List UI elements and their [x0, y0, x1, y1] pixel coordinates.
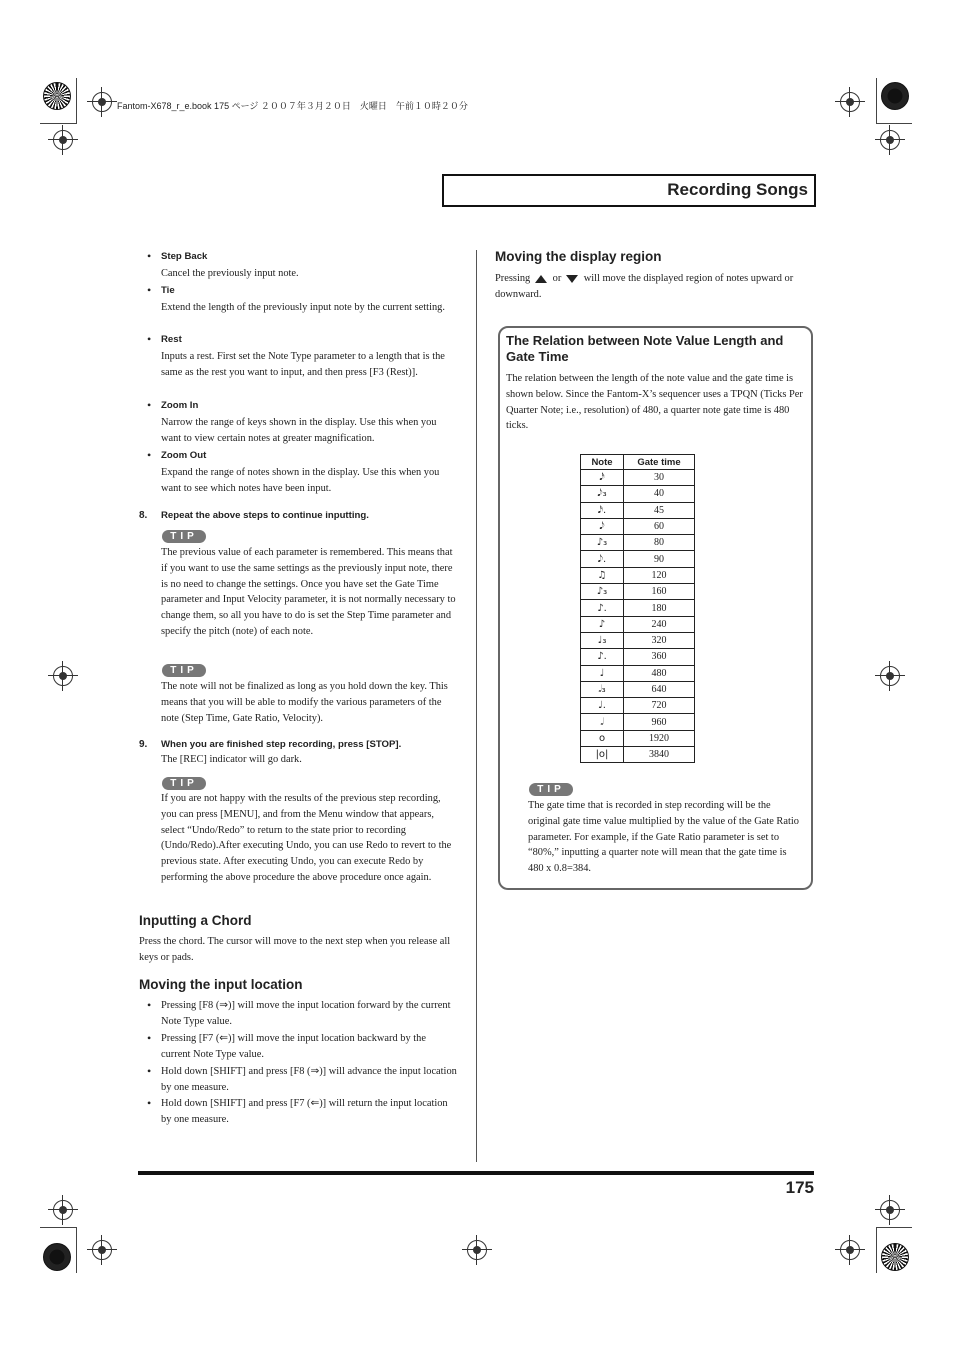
crosshair-mark: [880, 130, 900, 150]
gate-value: 360: [624, 649, 695, 665]
chord-text: Press the chord. The cursor will move to the next step when you release all keys or pads.: [139, 936, 451, 963]
bullet-dot: •: [147, 332, 152, 346]
note-symbol: ♪₃: [581, 584, 624, 600]
bullet-dot: •: [147, 1064, 152, 1078]
crosshair-mark: [840, 92, 860, 112]
chord-heading: Inputting a Chord: [139, 913, 252, 928]
table-row: [581, 730, 695, 746]
item-label: Zoom In: [161, 400, 199, 411]
gate-value: 960: [624, 714, 695, 730]
down-arrow-icon: [566, 275, 578, 283]
table-row: [581, 502, 695, 518]
registration-disc-top-right: [881, 82, 909, 110]
note-symbol: ♩₃: [581, 632, 624, 648]
note-symbol: 𝅘𝅥𝅯: [581, 470, 624, 486]
note-symbol: o: [581, 730, 624, 746]
gate-value: 90: [624, 551, 695, 567]
bullet-dot: •: [147, 1031, 152, 1045]
display-text-pre: Pressing: [495, 273, 531, 284]
file-info-header: Fantom-X678_r_e.book 175 ページ ２００７年３月２０日 火曜日 午前１０時２０分: [117, 101, 468, 111]
crop-line: [40, 1227, 76, 1228]
gate-value: 720: [624, 698, 695, 714]
table-header-row: [581, 455, 695, 470]
tip-text: The note will not be finalized as long as you hold down the key. This means that you will be able to modify the various parameters of the note (Step Time, Gate Ratio, Velocity).: [161, 681, 448, 724]
note-symbol: 𝅗𝅥₃: [581, 681, 624, 697]
move-item: Pressing [F8 (⇒)] will move the input location forward by the current Note Type value.: [161, 1000, 451, 1027]
tip-badge: TIP: [162, 530, 206, 543]
tip-text: The gate time that is recorded in step recording will be the original gate time value multiplied by the value of the Gate Ratio parameter. For example, if the Gate Ratio parameter is set to “80%,” inputting a quarter note will mean that the gate time is 480 x 0.8=384.: [528, 800, 799, 875]
item-text: Cancel the previously input note.: [161, 268, 299, 279]
tip-badge: TIP: [529, 783, 573, 796]
display-text-post: will move the displayed region of notes upward or downward.: [495, 273, 794, 300]
note-symbol: 𝅘𝅥𝅮: [581, 518, 624, 534]
move-item: Hold down [SHIFT] and press [F7 (⇐)] will return the input location by one measure.: [161, 1098, 448, 1125]
tip-text: If you are not happy with the results of the previous step recording, you can press [MENU], and from the Menu window that appears, select “Undo/Redo” to return to the state prior to recording (Undo/Redo).After executing Undo, you can use Redo to revert to the previous state. After executing Undo, you can execute Redo by performing the above procedure the above procedure once again.: [161, 793, 452, 883]
gate-value: 480: [624, 665, 695, 681]
note-symbol: 𝅘𝅥𝅮₃: [581, 486, 624, 502]
bullet-dot: •: [147, 249, 152, 263]
display-heading: Moving the display region: [495, 249, 662, 264]
table-row: [581, 616, 695, 632]
table-row: [581, 665, 695, 681]
item-label: Rest: [161, 334, 182, 345]
gate-value: 120: [624, 567, 695, 583]
note-symbol: 𝅘𝅥𝅮.: [581, 551, 624, 567]
note-symbol: ♫: [581, 567, 624, 583]
table-row: [581, 747, 695, 763]
gate-value: 3840: [624, 747, 695, 763]
gate-value: 45: [624, 502, 695, 518]
move-item: Hold down [SHIFT] and press [F8 (⇒)] will advance the input location by one measure.: [161, 1066, 457, 1093]
step-number: 8.: [139, 510, 148, 521]
registration-disc-bottom-left: [43, 1243, 71, 1271]
crop-line: [876, 1227, 877, 1273]
bullet-dot: •: [147, 398, 152, 412]
item-text: Extend the length of the previously input note by the current setting.: [161, 302, 445, 313]
bullet-dot: •: [147, 448, 152, 462]
note-symbol: 𝅗𝅥: [581, 714, 624, 730]
note-symbol: ♩.: [581, 698, 624, 714]
note-symbol: ♪₃: [581, 535, 624, 551]
table-row: [581, 518, 695, 534]
table-row: [581, 698, 695, 714]
crosshair-mark: [92, 92, 112, 112]
item-text: Narrow the range of keys shown in the display. Use this when you want to view certain notes at greater magnification.: [161, 417, 437, 444]
crosshair-mark: [53, 666, 73, 686]
move-item: Pressing [F7 (⇐)] will move the input location backward by the current Note Type value.: [161, 1033, 426, 1060]
note-symbol: 𝅘𝅥𝅯.: [581, 502, 624, 518]
note-symbol: ♪.: [581, 649, 624, 665]
footer-rule: [138, 1171, 814, 1175]
registration-sunburst-top-left: [43, 82, 71, 110]
step-text: Repeat the above steps to continue inputting.: [161, 510, 369, 521]
gate-value: 320: [624, 632, 695, 648]
table-row: [581, 551, 695, 567]
move-heading: Moving the input location: [139, 977, 303, 992]
table-row: [581, 632, 695, 648]
bullet-dot: •: [147, 283, 152, 297]
tip-badge: TIP: [162, 777, 206, 790]
gate-value: 160: [624, 584, 695, 600]
bullet-dot: •: [147, 1096, 152, 1110]
crosshair-mark: [467, 1240, 487, 1260]
display-text: [495, 271, 795, 303]
table-header-gate-time: Gate time: [624, 455, 695, 470]
table-row: [581, 470, 695, 486]
crosshair-mark: [880, 666, 900, 686]
crop-line: [876, 1227, 912, 1228]
table-row: [581, 714, 695, 730]
table-header-note: Note: [581, 455, 624, 470]
gate-value: 60: [624, 518, 695, 534]
item-text: Expand the range of notes shown in the display. Use this when you want to see which notes have been input.: [161, 467, 440, 494]
item-label: Zoom Out: [161, 450, 207, 461]
table-row: [581, 584, 695, 600]
box-title: The Relation between Note Value Length and Gate Time: [506, 333, 784, 364]
gate-value: 80: [624, 535, 695, 551]
step-detail: The [REC] indicator will go dark.: [161, 754, 302, 765]
table-row: [581, 567, 695, 583]
item-label: Tie: [161, 285, 175, 296]
display-text-or: or: [552, 273, 562, 284]
table-row: [581, 681, 695, 697]
crop-line: [876, 78, 877, 124]
item-text: Inputs a rest. First set the Note Type parameter to a length that is the same as the rest you want to input, and then press [F3 (Rest)].: [161, 351, 445, 378]
note-symbol: ♩: [581, 665, 624, 681]
gate-value: 240: [624, 616, 695, 632]
table-row: [581, 486, 695, 502]
gate-value: 40: [624, 486, 695, 502]
column-divider: [476, 250, 477, 1162]
gate-value: 640: [624, 681, 695, 697]
crosshair-mark: [53, 130, 73, 150]
table-row: [581, 649, 695, 665]
up-arrow-icon: [535, 275, 547, 283]
section-title-box: [442, 174, 816, 207]
crop-line: [76, 1227, 77, 1273]
table-row: [581, 600, 695, 616]
crosshair-mark: [880, 1200, 900, 1220]
step-number: 9.: [139, 739, 148, 750]
crosshair-mark: [92, 1240, 112, 1260]
gate-value: 180: [624, 600, 695, 616]
note-symbol: |o|: [581, 747, 624, 763]
bullet-dot: •: [147, 998, 152, 1012]
crosshair-mark: [53, 1200, 73, 1220]
box-text: The relation between the length of the note value and the gate time is shown below. Since the Fantom-X’s sequencer uses a TPQN (Ticks Per Quarter Note; i.e., resolution) of 480, a quarter note gate time is 480 ticks.: [506, 373, 803, 432]
gate-value: 30: [624, 470, 695, 486]
tip-text: The previous value of each parameter is remembered. This means that if you want to use the same settings as the previously input note, there is no need to change the settings. Once you have set the Gate Time parameter and Input Velocity parameter, it is not normally necessary to change them, so all you have to do is set the Step Time parameter and specify the pitch (note) of each note.: [161, 547, 456, 637]
item-label: Step Back: [161, 251, 208, 262]
table-row: [581, 535, 695, 551]
crop-line: [876, 123, 912, 124]
gate-value: 1920: [624, 730, 695, 746]
section-title: Recording Songs: [667, 180, 808, 199]
note-symbol: ♪.: [581, 600, 624, 616]
tip-badge: TIP: [162, 664, 206, 677]
registration-sunburst-bottom-right: [881, 1243, 909, 1271]
note-symbol: ♪: [581, 616, 624, 632]
crosshair-mark: [840, 1240, 860, 1260]
step-text: When you are finished step recording, press [STOP].: [161, 739, 402, 750]
crop-line: [40, 123, 76, 124]
page-number: 175: [785, 1178, 814, 1197]
gate-time-table: [580, 454, 695, 763]
crop-line: [76, 78, 77, 124]
